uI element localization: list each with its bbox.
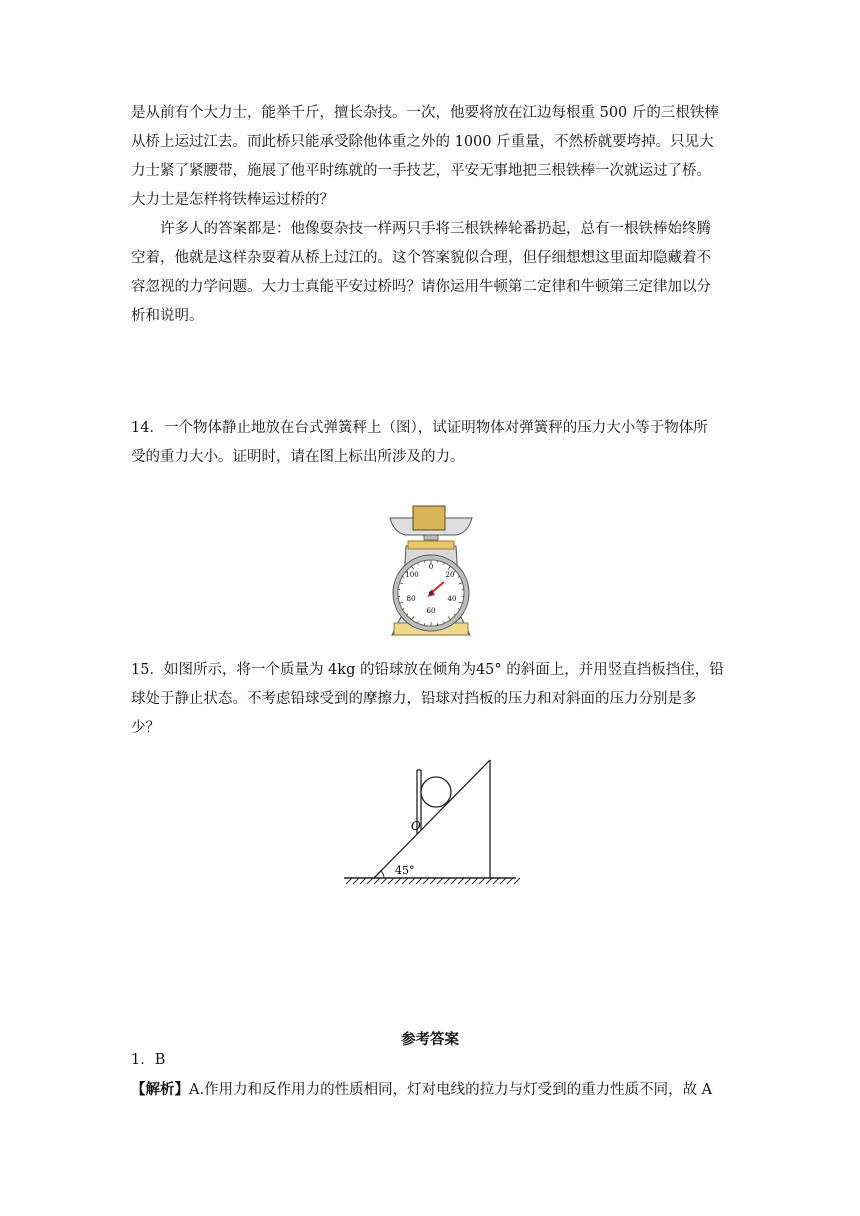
answers-section bbox=[131, 1046, 735, 1105]
dial-label: 80 bbox=[406, 595, 416, 603]
passage-line: 力士紧了紧腰带，施展了他平时练就的一手技艺，平安无事地把三根铁棒一次就运过了桥。 bbox=[131, 163, 711, 179]
ground-hatch-mark bbox=[507, 878, 513, 884]
ground-hatch-mark bbox=[374, 878, 380, 884]
incline-figure bbox=[340, 752, 520, 887]
ground-hatch-mark bbox=[423, 878, 429, 884]
explanation-tag: 【解析】 bbox=[131, 1081, 189, 1098]
ground-hatch-mark bbox=[388, 878, 394, 884]
ground-hatch-mark bbox=[346, 878, 352, 884]
point-o-label: O bbox=[411, 819, 421, 833]
ground-hatch-mark bbox=[479, 878, 485, 884]
ground-hatch-mark bbox=[402, 878, 408, 884]
dial-label: 60 bbox=[426, 607, 436, 615]
ground-hatch-mark bbox=[409, 878, 415, 884]
passage-line: 是从前有个大力士，能举千斤，擅长杂技。一次，他要将放在江边每根重 500 斤的三根铁棒 bbox=[131, 105, 719, 121]
question-line: 少？ bbox=[131, 720, 160, 736]
explanation-text: A.作用力和反作用力的性质相同，灯对电线的拉力与灯受到的重力性质不同，故 A bbox=[189, 1082, 713, 1098]
passage-line: 析和说明。 bbox=[131, 308, 204, 324]
ground-hatch-mark bbox=[514, 878, 520, 884]
answer-item: 1．B bbox=[131, 1052, 166, 1068]
spring-scale-figure bbox=[386, 505, 476, 645]
answers-heading: 参考答案 bbox=[401, 1031, 459, 1048]
question-line: 14．一个物体静止地放在台式弹簧秤上（图），试证明物体对弹簧秤的压力大小等于物体所 bbox=[131, 420, 708, 436]
ground-hatch-mark bbox=[360, 878, 366, 884]
dial-label: 40 bbox=[447, 595, 457, 603]
passage-paragraph-1 bbox=[131, 99, 735, 215]
dial-label: 0 bbox=[428, 563, 434, 571]
question-line: 15．如图所示，将一个质量为 4kg 的铅球放在倾角为45° 的斜面上，并用竖直挡板挡住，铅 bbox=[131, 662, 724, 678]
ground-hatch-mark bbox=[500, 878, 506, 884]
passage-line: 大力士是怎样将铁棒运过桥的？ bbox=[131, 192, 334, 208]
passage-line: 从桥上运过江去。而此桥只能承受除他体重之外的 1000 斤重量，不然桥就要垮掉。只见大 bbox=[131, 134, 714, 150]
question-15 bbox=[131, 656, 735, 743]
dial-label: 20 bbox=[445, 571, 455, 579]
ground-hatch-mark bbox=[353, 878, 359, 884]
block-on-tray bbox=[413, 506, 445, 530]
question-line: 受的重力大小。证明时，请在图上标出所涉及的力。 bbox=[131, 449, 465, 465]
ground-hatch-mark bbox=[486, 878, 492, 884]
passage-line: 容忽视的力学问题。大力士真能平安过桥吗？请你运用牛顿第二定律和牛顿第三定律加以分 bbox=[131, 279, 711, 295]
lead-ball bbox=[421, 777, 451, 807]
question-14 bbox=[131, 414, 735, 472]
ground-hatch-mark bbox=[437, 878, 443, 884]
ground-hatch-mark bbox=[465, 878, 471, 884]
ground-hatch-mark bbox=[381, 878, 387, 884]
dial-label: 100 bbox=[405, 571, 419, 579]
passage-paragraph-2 bbox=[131, 215, 735, 331]
answer-explanation bbox=[131, 1075, 735, 1105]
ground-hatch-mark bbox=[472, 878, 478, 884]
ground-hatch-mark bbox=[395, 878, 401, 884]
passage-line: 许多人的答案都是：他像耍杂技一样两只手将三根铁棒轮番扔起，总有一根铁棒始终腾 bbox=[160, 221, 711, 237]
ground-hatch-mark bbox=[451, 878, 457, 884]
angle-label: 45° bbox=[395, 864, 415, 877]
ground-hatch-mark bbox=[493, 878, 499, 884]
ground-hatch-mark bbox=[430, 878, 436, 884]
ground-hatch-mark bbox=[416, 878, 422, 884]
question-line: 球处于静止状态。不考虑铅球受到的摩擦力，铅球对挡板的压力和对斜面的压力分别是多 bbox=[131, 691, 697, 707]
ground-hatch-mark bbox=[444, 878, 450, 884]
ground-hatch-mark bbox=[367, 878, 373, 884]
ground-hatch-mark bbox=[458, 878, 464, 884]
passage-line: 空着，他就是这样杂耍着从桥上过江的。这个答案貌似合理，但仔细想想这里面却隐藏着不 bbox=[131, 250, 711, 266]
